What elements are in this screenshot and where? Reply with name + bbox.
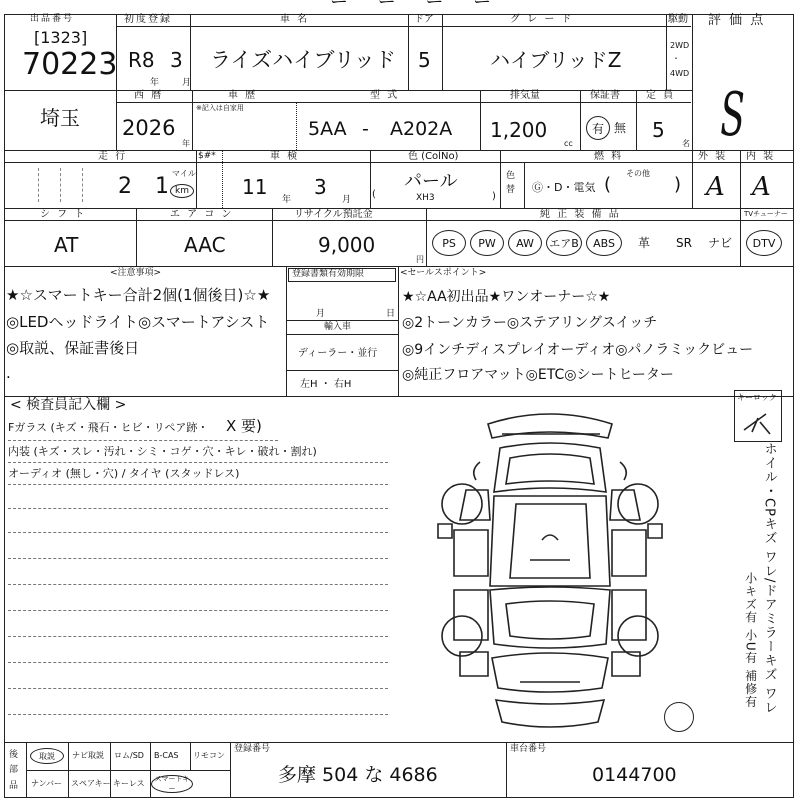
footer-item-keyless: キーレス: [113, 779, 145, 788]
recycle-label: リサイクル預託金: [294, 209, 373, 220]
door-label: ドア: [414, 14, 434, 25]
yen-unit: 円: [416, 255, 424, 264]
equipment-label: 純 正 装 備 品: [540, 209, 621, 220]
exterior-grade: A: [706, 172, 725, 202]
footer-item-bcas: B-CAS: [154, 751, 179, 760]
car-diagram: [430, 400, 670, 750]
equip-ps: PS: [432, 230, 466, 256]
footer-item-rom-sd: ロム/SD: [114, 751, 144, 760]
spare-tire-circle: [664, 702, 694, 732]
displacement-label: 排気量: [510, 90, 540, 101]
footer-item-plate: ナンバー: [31, 779, 63, 788]
inspection-label: 車 検: [270, 151, 300, 162]
cc-unit: cc: [564, 139, 573, 148]
sales-line-3: ◎9インチディスプレイオーディオ◎パノラミックビュー: [402, 342, 754, 358]
equip-pw: PW: [470, 230, 504, 256]
car-name-label: 車 名: [280, 14, 310, 25]
caution-line-2: ◎LEDヘッドライト◎スマートアシスト: [6, 313, 270, 331]
top-cut-text: ー ー ー ー: [330, 0, 504, 13]
year-label: 西 暦: [134, 90, 164, 101]
lot-code: [1323]: [34, 28, 88, 47]
mile-label: マイル: [172, 169, 196, 178]
drive-sep: ・: [672, 54, 680, 63]
grade: ハイブリッドZ: [490, 48, 622, 72]
footer-item-navi-manual: ナビ取説: [72, 751, 104, 760]
exterior-label: 外 装: [698, 151, 728, 162]
sales-line-1: ★☆AA初出品★ワンオーナー☆★: [402, 289, 611, 305]
sales-label: <セールスポイント>: [400, 268, 487, 278]
inspector-title: < 検査員記入欄 >: [10, 397, 127, 413]
inspection-year-unit: 年: [282, 195, 292, 205]
inspection-month-unit: 月: [342, 195, 352, 205]
inspector-line-1-mark: X 要): [226, 417, 262, 435]
recycle: 9,000: [318, 233, 376, 257]
caution-line-4: .: [6, 364, 11, 382]
side-text-1: ホイル・CPキズ ワレ/ドアミラーキズ ワレ: [761, 442, 777, 715]
equip-sr: SR: [676, 236, 692, 250]
equip-airbag: エアB: [546, 230, 582, 256]
equip-leather: 革: [638, 236, 651, 250]
score-label: 評 価 点: [708, 13, 766, 28]
lot-label: 出品番号: [30, 14, 75, 24]
import-label: 輸入車: [324, 322, 352, 332]
footer-left-label: 後部品: [9, 750, 19, 791]
docs-month: 月: [316, 309, 326, 319]
drive-2wd: 2WD: [670, 41, 690, 50]
equip-aw: AW: [508, 230, 542, 256]
year-suffix: 年: [182, 139, 190, 148]
footer-item-manual: 取説: [30, 748, 64, 764]
region: 埼玉: [40, 106, 80, 130]
keylock-label: キーロック: [737, 393, 777, 402]
warranty-yes: 有: [586, 116, 610, 140]
sales-line-4: ◎純正フロアマット◎ETC◎シートヒーター: [402, 367, 674, 383]
keylock-mark: [740, 408, 776, 438]
inspection-month: 3: [314, 175, 327, 199]
interior-label: 内 装: [746, 151, 776, 162]
capacity-label: 定 員: [646, 90, 676, 101]
history-label: 車 歴: [228, 90, 258, 101]
ac-label: エ ア コ ン: [170, 209, 234, 220]
caution-line-3: ◎取説、保証書後日: [6, 339, 140, 357]
km-unit: km: [170, 184, 194, 198]
color-code: XH3: [416, 193, 435, 203]
footer-item-spare-key: スペアキー: [71, 779, 111, 788]
footer-item-remote: リモコン: [193, 751, 225, 760]
car-name: ライズハイブリッド: [210, 48, 396, 72]
shift-label: シ フ ト: [40, 209, 87, 220]
docs-day: 日: [386, 309, 396, 319]
fuel-other: その他: [626, 169, 650, 178]
plate-number: 多摩 504 な 4686: [278, 764, 438, 786]
model-label: 型 式: [370, 90, 400, 101]
color-open-paren: (: [372, 189, 376, 200]
side-text-2: 小キズ有 小U有 補修有: [743, 572, 758, 709]
fuel-options: Ⓖ・D・電気: [532, 181, 596, 194]
warranty-no: 無: [614, 121, 627, 135]
tax-label: $#*: [198, 151, 216, 161]
warranty-label: 保証書: [590, 90, 620, 101]
year-unit: 年: [150, 78, 160, 88]
docs-label: 登録書類有効期限: [292, 269, 365, 279]
model-prefix: 5AA: [308, 118, 347, 140]
mileage-digits: 2 1: [118, 174, 177, 199]
capacity: 5: [652, 118, 665, 142]
equip-abs: ABS: [586, 230, 622, 256]
drive-label: 駆動: [668, 14, 688, 25]
drive-4wd: 4WD: [670, 69, 690, 78]
fuel-label: 燃 料: [594, 151, 624, 162]
first-reg-label: 初度登録: [124, 14, 172, 25]
first-reg-month: 3: [170, 48, 183, 72]
month-unit: 月: [182, 78, 192, 88]
capacity-unit: 名: [682, 139, 690, 148]
equip-navi: ナビ: [708, 236, 733, 250]
first-reg-era: R8: [128, 48, 155, 72]
grade-label: グ レ ー ド: [510, 14, 574, 25]
handle-label: 左H ・ 右H: [300, 379, 352, 390]
color-close-paren: ): [492, 191, 496, 202]
caution-label: <注意事項>: [110, 268, 162, 278]
inspector-line-1: Fガラス (キズ・飛石・ヒビ・リペア跡・: [8, 421, 209, 434]
caution-line-1: ★☆スマートキー合計2個(1個後日)☆★: [6, 286, 271, 304]
dealer-label: ディーラー・並行: [298, 348, 378, 359]
equip-dtv: DTV: [746, 230, 782, 256]
mileage-label: 走 行: [98, 151, 128, 162]
chassis-number: 0144700: [592, 764, 677, 786]
footer-item-smart-key: スマートキー: [151, 775, 193, 793]
fuel-close-paren: ): [674, 174, 682, 195]
doors: 5: [418, 48, 431, 72]
color-change-label: 色替: [506, 171, 516, 195]
plate-label: 登録番号: [234, 744, 271, 754]
model-code: A202A: [390, 118, 453, 140]
color-label: 色 (ColNo): [408, 151, 459, 162]
color: パール: [404, 171, 458, 192]
inspector-line-2: 内装 (キズ・スレ・汚れ・シミ・コゲ・穴・キレ・破れ・割れ): [8, 445, 317, 458]
fuel-open-paren: (: [604, 174, 612, 195]
score: S: [720, 80, 745, 150]
sales-line-2: ◎2トーンカラー◎ステアリングスイッチ: [402, 315, 658, 331]
chassis-label: 車台番号: [510, 744, 547, 754]
lot-number: 70223: [22, 47, 118, 82]
shift: AT: [54, 233, 79, 257]
interior-grade: A: [752, 172, 771, 202]
model-year: 2026: [122, 116, 176, 140]
tv-label: TVチューナー: [744, 210, 788, 218]
history-note: ※記入は自家用: [196, 104, 244, 112]
inspector-line-3: オーディオ (無し・穴) / タイヤ (スタッドレス): [8, 467, 240, 480]
displacement: 1,200: [490, 118, 548, 142]
model-dash: -: [362, 118, 369, 140]
inspection-year: 11: [242, 175, 268, 199]
ac: AAC: [184, 233, 226, 257]
